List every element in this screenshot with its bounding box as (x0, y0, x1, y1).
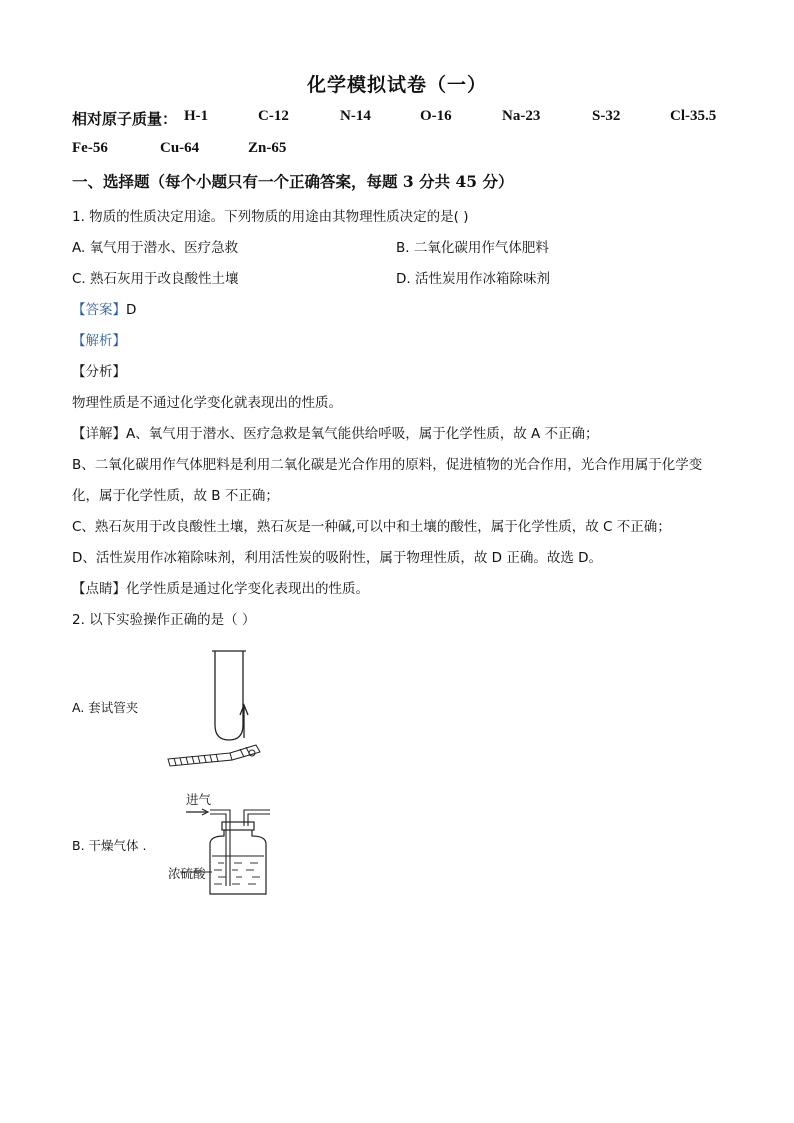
comment-tag: 【点睛】 (72, 581, 126, 597)
mass-cl: Cl-35.5 (670, 108, 717, 124)
mass-fe: Fe-56 (72, 140, 108, 156)
q1-analysis (72, 329, 126, 349)
section-heading-choice: 一、选择题（每个小题只有一个正确答案，每题 3 分共 45 分） (72, 172, 514, 191)
mass-zn: Zn-65 (248, 140, 287, 156)
mass-c: C-12 (258, 108, 289, 124)
gas-inlet-label: 进气 (186, 792, 212, 807)
q1-option-d: D. 活性炭用作冰箱除味剂 (396, 271, 550, 287)
q1-comment (72, 577, 369, 597)
q1-option-c: C. 熟石灰用于改良酸性土壤 (72, 271, 239, 287)
detail-tag: 【详解】 (72, 426, 126, 442)
atomic-masses-label: 相对原子质量： (72, 112, 178, 128)
bottle (210, 822, 266, 894)
q2-option-b: B. 干燥气体 . (72, 838, 147, 853)
analysis-tag: 【解析】 (72, 333, 126, 349)
q1-answer (72, 298, 136, 318)
q1-detail-d: D、活性炭用作冰箱除味剂，利用活性炭的吸附性，属于物理性质，故 D 正确。故选 D。 (72, 550, 603, 566)
q1-stem: 1. 物质的性质决定用途。下列物质的用途由其物理性质决定的是( ) (72, 209, 469, 225)
fenxi-tag: 【分析】 (72, 364, 126, 380)
q1-detail-b-1: B、二氧化碳用作气体肥料是利用二氧化碳是光合作用的原料，促进植物的光合作用，光合作用属于化学变 (72, 457, 703, 473)
atomic-masses-row-1 (72, 108, 752, 140)
page-title: 化学模拟试卷（一） (306, 74, 487, 96)
acid-label: 浓硫酸 (168, 866, 206, 881)
atomic-masses (72, 108, 752, 172)
q1-detail-b-2: 化，属于化学性质，故 B 不正确； (72, 488, 279, 504)
q2-stem: 2. 以下实验操作正确的是（ ） (72, 612, 256, 628)
q1-option-a: A. 氧气用于潜水、医疗急救 (72, 240, 239, 256)
q1-fenxi-text: 物理性质是不通过化学变化就表现出的性质。 (72, 395, 342, 411)
gas-drying-bottle-figure (180, 800, 280, 900)
q1-detail-c: C、熟石灰用于改良酸性土壤，熟石灰是一种碱,可以中和土壤的酸性，属于化学性质，故 C 不正确； (72, 519, 671, 535)
q1-option-b: B. 二氧化碳用作气体肥料 (396, 240, 549, 256)
answer-tag: 【答案】 (72, 302, 126, 318)
mass-n: N-14 (340, 108, 371, 124)
test-tube-clamp (168, 745, 260, 766)
q1-fenxi-heading (72, 360, 126, 380)
mass-o: O-16 (420, 108, 452, 124)
q2-option-a: A. 套试管夹 (72, 700, 139, 715)
test-tube (215, 651, 243, 740)
atomic-masses-row-2 (72, 140, 752, 172)
test-tube-clamp-figure (160, 645, 280, 775)
mass-cu: Cu-64 (160, 140, 200, 156)
q1-detail-a (72, 422, 599, 442)
answer-value: D (126, 302, 137, 318)
comment-text: 化学性质是通过化学变化表现出的性质。 (126, 581, 369, 597)
mass-s: S-32 (592, 108, 621, 124)
detail-a-text: A、氧气用于潜水、医疗急救是氧气能供给呼吸，属于化学性质，故 A 不正确； (126, 426, 599, 442)
mass-h: H-1 (184, 108, 209, 124)
mass-na: Na-23 (502, 108, 541, 124)
acid-liquid (212, 856, 264, 884)
